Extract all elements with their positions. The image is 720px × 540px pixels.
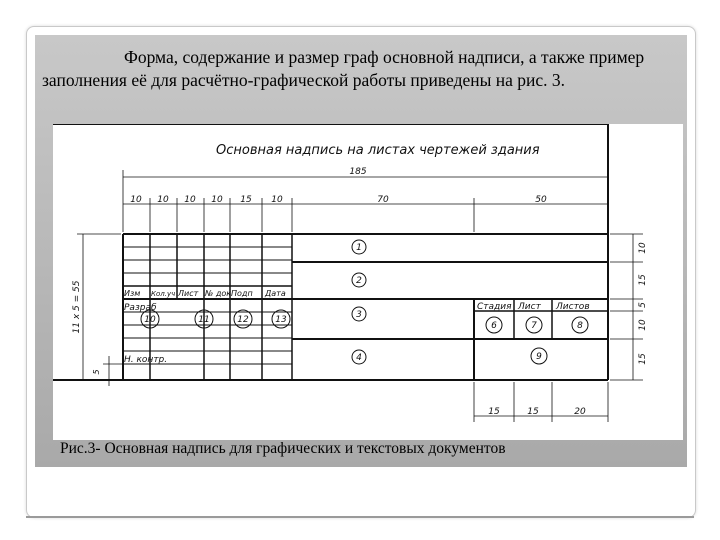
intro-paragraph: Форма, содержание и размер граф основной надписи, а также пример заполнения её для расчётно-графической работы приведены на рис. 3. (42, 47, 645, 90)
header-list: Лист (178, 289, 199, 298)
graph-10-number: 10 (144, 315, 156, 325)
graph-2-number: 2 (356, 276, 362, 286)
header-data: Дата (265, 289, 286, 298)
header-stadiya: Стадия (477, 302, 512, 312)
slide-bottom-rule (26, 516, 694, 518)
graph-12-number: 12 (237, 315, 249, 325)
dim-total-185: 185 (349, 167, 367, 177)
title-block-svg (53, 124, 683, 440)
dim-top-2: 10 (157, 195, 169, 205)
graph-13-number: 13 (275, 315, 287, 325)
dim-right-2: 15 (638, 274, 648, 286)
graph-9-number: 9 (536, 352, 542, 362)
drawing-title: Основная надпись на листах чертежей здания (216, 143, 540, 158)
label-razrab: Разраб (124, 303, 157, 313)
label-n-kontr: Н. контр. (124, 355, 168, 365)
header-n-dok: № док (205, 289, 232, 298)
dim-top-5: 15 (240, 195, 252, 205)
graph-1-number: 1 (356, 243, 362, 253)
dim-right-1: 10 (638, 242, 648, 254)
dim-top-7: 70 (377, 195, 389, 205)
header-list-small: Лист (518, 302, 541, 312)
graph-8-number: 8 (577, 321, 583, 331)
dim-top-1: 10 (130, 195, 142, 205)
dim-right-3: 5 (638, 302, 648, 308)
header-podp: Подп (231, 289, 253, 298)
graph-6-number: 6 (491, 321, 497, 331)
header-listov: Листов (556, 302, 590, 312)
dim-top-3: 10 (184, 195, 196, 205)
dim-bottom-1: 15 (488, 407, 500, 417)
figure-caption: Рис.3- Основная надпись для графических и текстовых документов (60, 440, 506, 457)
dim-right-5: 15 (638, 353, 648, 365)
graph-4-number: 4 (356, 353, 362, 363)
dim-bottom-3: 20 (574, 407, 586, 417)
dim-left-5: 5 (92, 369, 101, 375)
title-block-drawing (53, 124, 683, 440)
dim-top-6: 10 (271, 195, 283, 205)
dim-left-55: 11 x 5 = 55 (72, 280, 82, 334)
header-kol-uch: Кол.уч (151, 290, 176, 298)
graph-11-number: 11 (198, 315, 210, 325)
dim-top-4: 10 (211, 195, 223, 205)
header-izm: Изм (124, 289, 141, 298)
graph-3-number: 3 (356, 310, 362, 320)
dim-bottom-2: 15 (527, 407, 539, 417)
dim-top-8: 50 (535, 195, 547, 205)
graph-7-number: 7 (531, 321, 537, 331)
dim-right-4: 10 (638, 319, 648, 331)
